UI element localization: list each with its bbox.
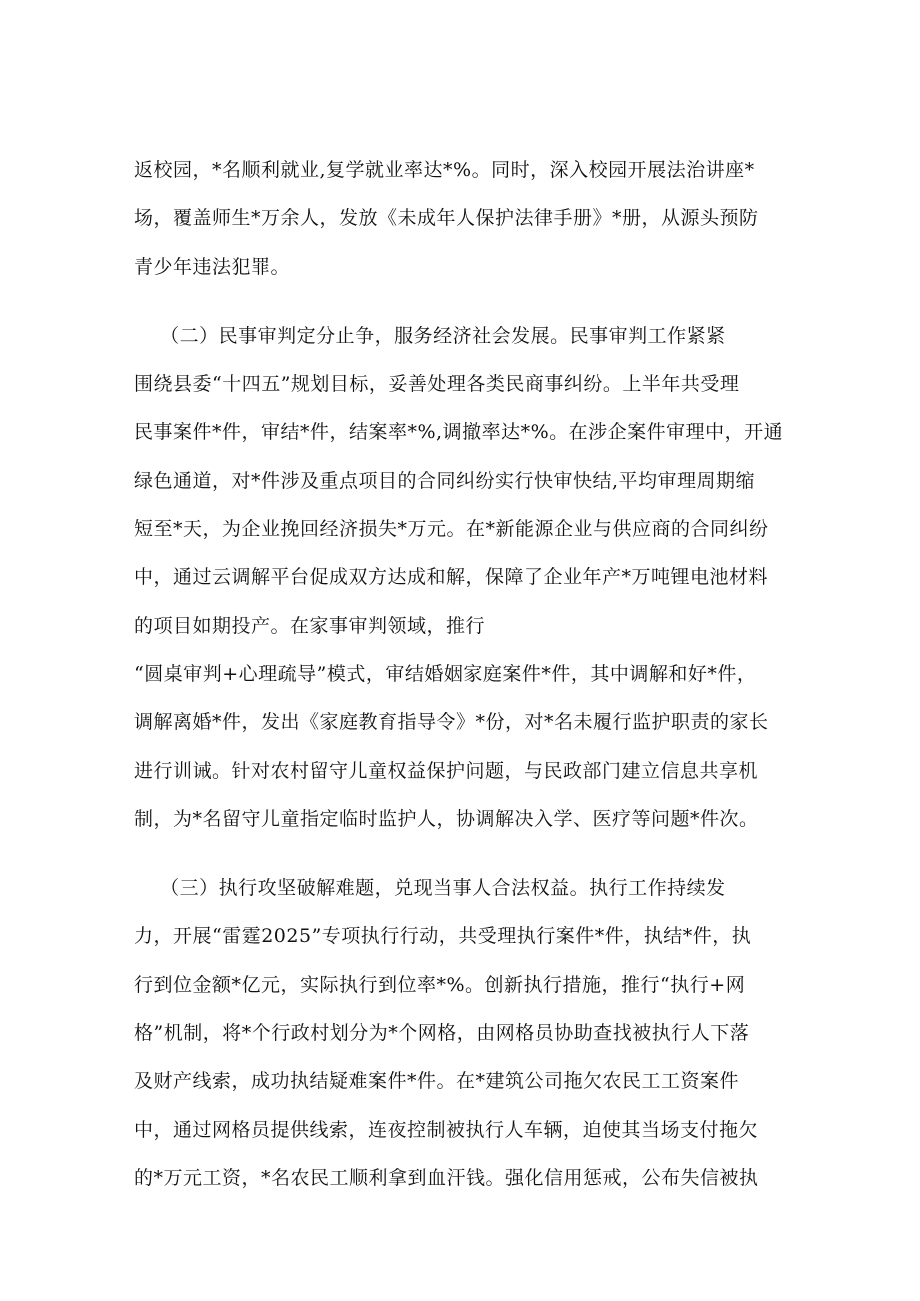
text-line: 围绕县委“十四五”规划目标，妥善处理各类民商事纠纷。上半年共受理 (134, 373, 740, 395)
text-line: 的*万元工资，*名农民工顺利拿到血汗钱。强化信用惩戒，公布失信被执 (134, 1167, 759, 1189)
text-line: （三）执行攻坚破解难题，兑现当事人合法权益。执行工作持续发 (134, 877, 726, 899)
text-line: 绿色通道，对*件涉及重点项目的合同纠纷实行快审快结,平均审理周期缩 (134, 470, 756, 492)
text-line: “圆桌审判+心理疏导”模式，审结婚姻家庭案件*件，其中调解和好*件， (134, 663, 757, 685)
text-line: 短至*天，为企业挽回经济损失*万元。在*新能源企业与供应商的合同纠纷 (134, 518, 769, 540)
text-line: （二）民事审判定分止争，服务经济社会发展。民事审判工作紧紧 (134, 325, 726, 347)
text-line: 返校园，*名顺利就业,复学就业率达*%。同时，深入校园开展法治讲座* (134, 159, 755, 181)
text-line: 格”机制，将*个行政村划分为*个网格，由网格员协助查找被执行人下落 (134, 1022, 750, 1044)
text-line: 进行训诫。针对农村留守儿童权益保护问题，与民政部门建立信息共享机 (134, 760, 759, 782)
text-line: 力，开展“雷霆2025”专项执行行动，共受理执行案件*件，执结*件，执 (134, 925, 752, 947)
text-line: 调解离婚*件，发出《家庭教育指导令》*份，对*名未履行监护职责的家长 (134, 711, 769, 733)
text-line: 场，覆盖师生*万余人，发放《未成年人保护法律手册》*册，从源头预防 (134, 207, 759, 229)
text-line: 行到位金额*亿元，实际执行到位率*%。创新执行措施，推行“执行+网 (134, 974, 746, 996)
text-line: 及财产线索，成功执结疑难案件*件。在*建筑公司拖欠农民工工资案件 (134, 1070, 740, 1092)
text-line: 的项目如期投产。在家事审判领域，推行 (134, 615, 486, 637)
text-line: 民事案件*件，审结*件，结案率*%,调撤率达*%。在涉企案件审理中，开通 (134, 421, 784, 443)
text-line: 青少年违法犯罪。 (134, 256, 291, 278)
text-line: 中，通过网格员提供线索，连夜控制被执行人车辆，迫使其当场支付拖欠 (134, 1119, 759, 1141)
text-line: 中，通过云调解平台促成双方达成和解，保障了企业年产*万吨锂电池材料 (134, 566, 769, 588)
text-line: 制，为*名留守儿童指定临时监护人，协调解决入学、医疗等问题*件次。 (134, 808, 759, 830)
